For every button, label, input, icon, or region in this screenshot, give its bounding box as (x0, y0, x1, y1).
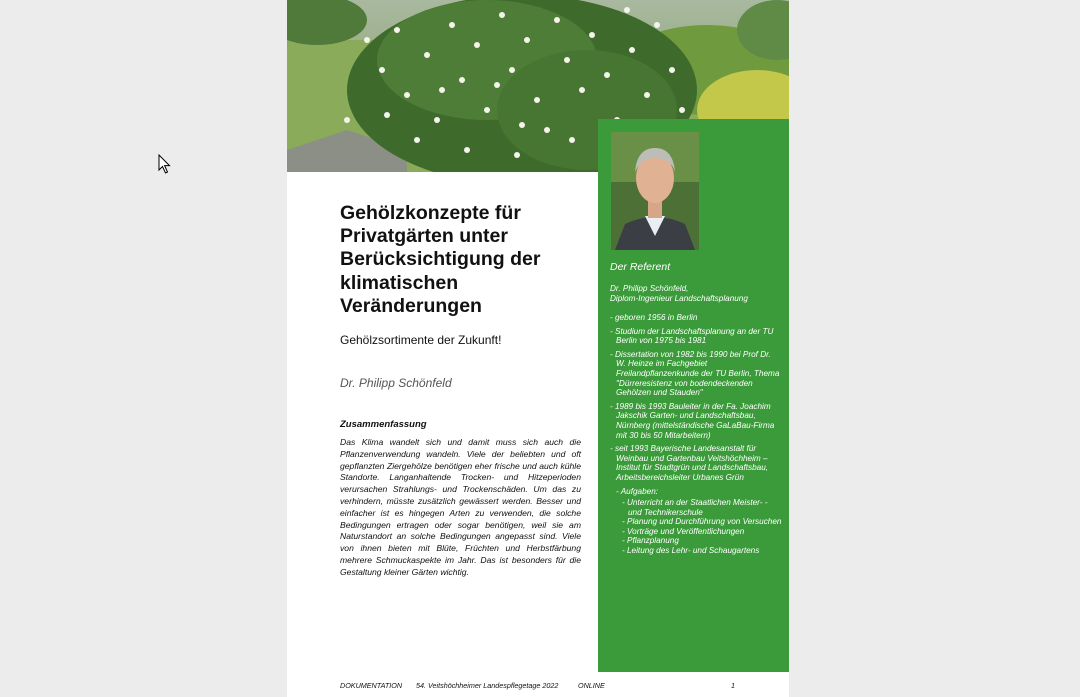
document-page (287, 0, 789, 697)
abstract-text: Das Klima wandelt sich und damit muss sich auch die Pflanzenverwendung wandeln. Viele der beliebten und oft gepflanzten Ziergehölze benötigen eher frische und auch kühle Standorte. Langanhaltende Trocken- und Hitzeperioden verursachen Strahlungs- und Trockenschäden. Um das zu verhindern, müsste zusätzlich gewässert werden. Besser und einfacher ist es hingegen Arten zu verwenden, die solche Bedingungen ertragen oder sogar benötigen, weil sie am Naturstandort an solche Bedingungen angepasst sind. Viele von ihnen bieten mit Blüte, Früchten und Herbstfärbung mehrere Schmuckaspekte im Jahr. Das ist besonders für die Gestaltung kleiner Gärten wichtig. (340, 437, 581, 577)
task-item: - Unterricht an der Staatlichen Meister- - und Technikerschule (622, 498, 768, 517)
task-item: - Pflanzplanung (622, 536, 679, 546)
tasks-heading: - Aufgaben: (616, 486, 659, 496)
mouse-pointer-icon (158, 154, 172, 174)
speaker-heading: Der Referent (610, 261, 671, 273)
speaker-name: Dr. Philipp Schönfeld, (610, 284, 689, 293)
footer-label: DOKUMENTATION (340, 681, 403, 690)
speaker-portrait (611, 132, 699, 250)
speaker-sidebar (598, 119, 789, 672)
article-subtitle: Gehölzsortimente der Zukunft! (340, 333, 502, 347)
task-item: - Planung und Durchführung von Versuchen (622, 517, 782, 527)
bio-item: - Dissertation von 1982 bis 1990 bei Prof Dr. W. Heinze im Fachgebiet Freilandpflanzenkunde der TU Berlin, Thema "Dürreresistenz von bodendeckenden Gehölzen und Stauden" (610, 349, 780, 398)
bio-item: - Studium der Landschaftsplanung an der TU Berlin von 1975 bis 1981 (610, 326, 774, 346)
page-number: 1 (731, 681, 735, 690)
bio-item: - seit 1993 Bayerische Landesanstalt für Weinbau und Gartenbau Veitshöchheim – Institut für Stadtgrün und Landschaftsbau, Arbeitsbereichsleiter Urbanes Grün (610, 444, 769, 482)
speaker-bio-list (610, 313, 782, 560)
article-author: Dr. Philipp Schönfeld (340, 376, 452, 390)
footer-event: 54. Veitshöchheimer Landespflegetage 2022 (416, 681, 559, 690)
tasks-block (610, 487, 782, 556)
speaker-name-block (610, 284, 780, 303)
abstract-heading: Zusammenfassung (340, 419, 427, 430)
article-title: Gehölzkonzepte für Privatgärten unter Berücksichtigung der klimatischen Veränderungen (340, 202, 541, 317)
task-item: - Vorträge und Veröffentlichungen (622, 526, 745, 536)
footer-mode: ONLINE (578, 681, 605, 690)
speaker-credential: Diplom-Ingenieur Landschaftsplanung (610, 293, 748, 303)
tasks-list (616, 498, 782, 556)
task-item: - Leitung des Lehr- und Schaugartens (622, 546, 760, 556)
bio-item: - geboren 1956 in Berlin (610, 313, 698, 322)
bio-item: - 1989 bis 1993 Bauleiter in der Fa. Joachim Jakschik Garten- und Landschaftsbau, Nürnberg (mittelständische GaLaBau-Firma mit 30 bis 50 Mitarbeitern) (610, 401, 775, 440)
